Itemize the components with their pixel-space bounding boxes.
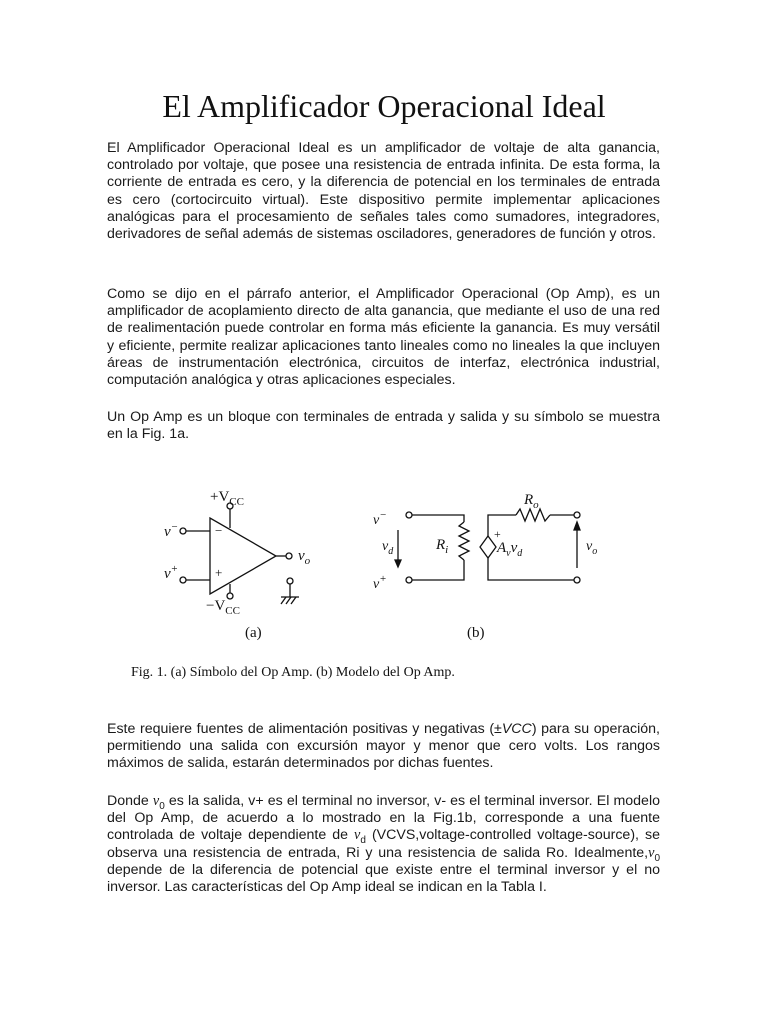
page-title: El Amplificador Operacional Ideal bbox=[162, 88, 606, 124]
p5-text-1: Donde bbox=[107, 793, 153, 809]
source-bottom-wire bbox=[488, 558, 574, 580]
op-amp-symbol bbox=[180, 503, 299, 604]
label-a: (a) bbox=[245, 625, 262, 641]
figure-op-amp bbox=[128, 480, 598, 680]
p4-text-start: Este requiere fuentes de alimentación positivas y negativas (± bbox=[107, 721, 502, 737]
p4-text-end: ) para su operación, permitiendo una salida con excursión mayor y menor que cero volts. Los rangos máximos de salida, estarán determinados por dichas fuentes. bbox=[107, 721, 661, 772]
p5-v0b-sub: 0 bbox=[654, 852, 660, 864]
label-b: (b) bbox=[467, 625, 485, 641]
p4-vcc: VCC bbox=[501, 721, 532, 737]
model-ri-label: $R_i$ bbox=[436, 537, 449, 556]
model-vo-bottom-terminal bbox=[574, 577, 580, 583]
v-minus-label: v− bbox=[164, 521, 179, 540]
p5-text-3: (VCVS,voltage-controlled voltage-source), se observa una resistencia de entrada, Ri y una resistencia de salida Ro. Idealmente, bbox=[107, 827, 660, 861]
model-bottom-wire bbox=[412, 560, 464, 580]
vcc-pos-label: $+V_{CC}$ bbox=[210, 489, 244, 508]
paragraph-model-description bbox=[107, 793, 660, 896]
figure-svg bbox=[128, 480, 598, 680]
paragraph-power-supply bbox=[107, 721, 660, 773]
model-vplus-terminal bbox=[406, 577, 412, 583]
ground-hatch-1 bbox=[281, 597, 286, 604]
paragraph-op-amp-description: Como se dijo en el párrafo anterior, el Amplificador Operacional (Op Amp), es un amplificador de acoplamiento directo de alta ganancia, que mediante el uso de una red de realimentación puede controlar en forma más eficiente la ganancia. Es muy versátil y eficiente, permite realizar aplicaciones tanto lineales como no lineales la que incluyen áreas de instrumentación electrónica, circuitos de interfaz, electrónica industrial, computación analógica y otras aplicaciones especiales. bbox=[107, 286, 660, 389]
noninverting-sign: + bbox=[215, 565, 223, 580]
model-vplus-label: v+ bbox=[373, 573, 387, 592]
source-top-wire bbox=[488, 515, 516, 536]
ground-hatch-2 bbox=[286, 597, 291, 604]
vd-arrow-head bbox=[395, 560, 401, 567]
v-plus-label: v+ bbox=[164, 563, 179, 582]
ground-terminal bbox=[287, 578, 293, 584]
model-vd-label: $v_d$ bbox=[382, 539, 394, 557]
model-top-wire bbox=[412, 515, 464, 522]
p5-v0b: v bbox=[648, 844, 655, 861]
p5-text-2: es la salida, v+ es el terminal no inversor, v- es el terminal inversor. El modelo del Op Amp, de acuerdo a lo mostrado en la Fig.1b, corresponde a una fuente controlada de voltaje dependiente de bbox=[107, 793, 660, 844]
p5-vd: v bbox=[354, 827, 361, 844]
inverting-terminal bbox=[180, 528, 186, 534]
model-vminus-label: v− bbox=[373, 509, 387, 528]
vo-label: $v_o$ bbox=[298, 548, 311, 567]
model-vo-label: $v_o$ bbox=[586, 539, 598, 557]
paragraph-symbol-reference: Un Op Amp es un bloque con terminales de entrada y salida y su símbolo se muestra en la Fig. 1a. bbox=[107, 409, 660, 443]
model-vo-top-terminal bbox=[574, 512, 580, 518]
inverting-sign: − bbox=[215, 523, 223, 538]
p5-v0-sub: 0 bbox=[159, 800, 165, 812]
model-gain-label: $A_vv_d$ bbox=[497, 540, 523, 559]
op-amp-model bbox=[395, 509, 580, 583]
p5-v0: v bbox=[152, 793, 160, 809]
ground-hatch-3 bbox=[291, 597, 296, 604]
vcc-neg-terminal bbox=[227, 593, 233, 599]
vo-arrow-head bbox=[574, 522, 580, 530]
model-source-plus: + bbox=[494, 527, 501, 541]
p5-vd-sub: d bbox=[360, 835, 366, 847]
vcc-neg-label: $-V_{CC}$ bbox=[206, 598, 240, 617]
paragraph-intro: El Amplificador Operacional Ideal es un amplificador de voltaje de alta ganancia, controlado por voltaje, que posee una resistencia de entrada infinita. De esta forma, la corriente de entrada es cero, y la diferencia de potencial en los terminales de entrada es cero (cortocircuito virtual). Este dispositivo permite implementar aplicaciones analógicas para el procesamiento de señales tales como sumadores, integradores, derivadores de señal además de sistemas osciladores, generadores de función y otros. bbox=[107, 140, 660, 243]
figure-caption: Fig. 1. (a) Símbolo del Op Amp. (b) Modelo del Op Amp. bbox=[131, 665, 455, 680]
input-resistor bbox=[459, 522, 469, 560]
noninverting-terminal bbox=[180, 577, 186, 583]
model-vminus-terminal bbox=[406, 512, 412, 518]
p5-text-4: depende de la diferencia de potencial que existe entre el terminal inversor y el no inversor. Las características del Op Amp ideal se indican en la Tabla I. bbox=[107, 861, 660, 896]
model-ro-label: $R_o$ bbox=[524, 492, 539, 511]
output-terminal bbox=[286, 553, 292, 559]
